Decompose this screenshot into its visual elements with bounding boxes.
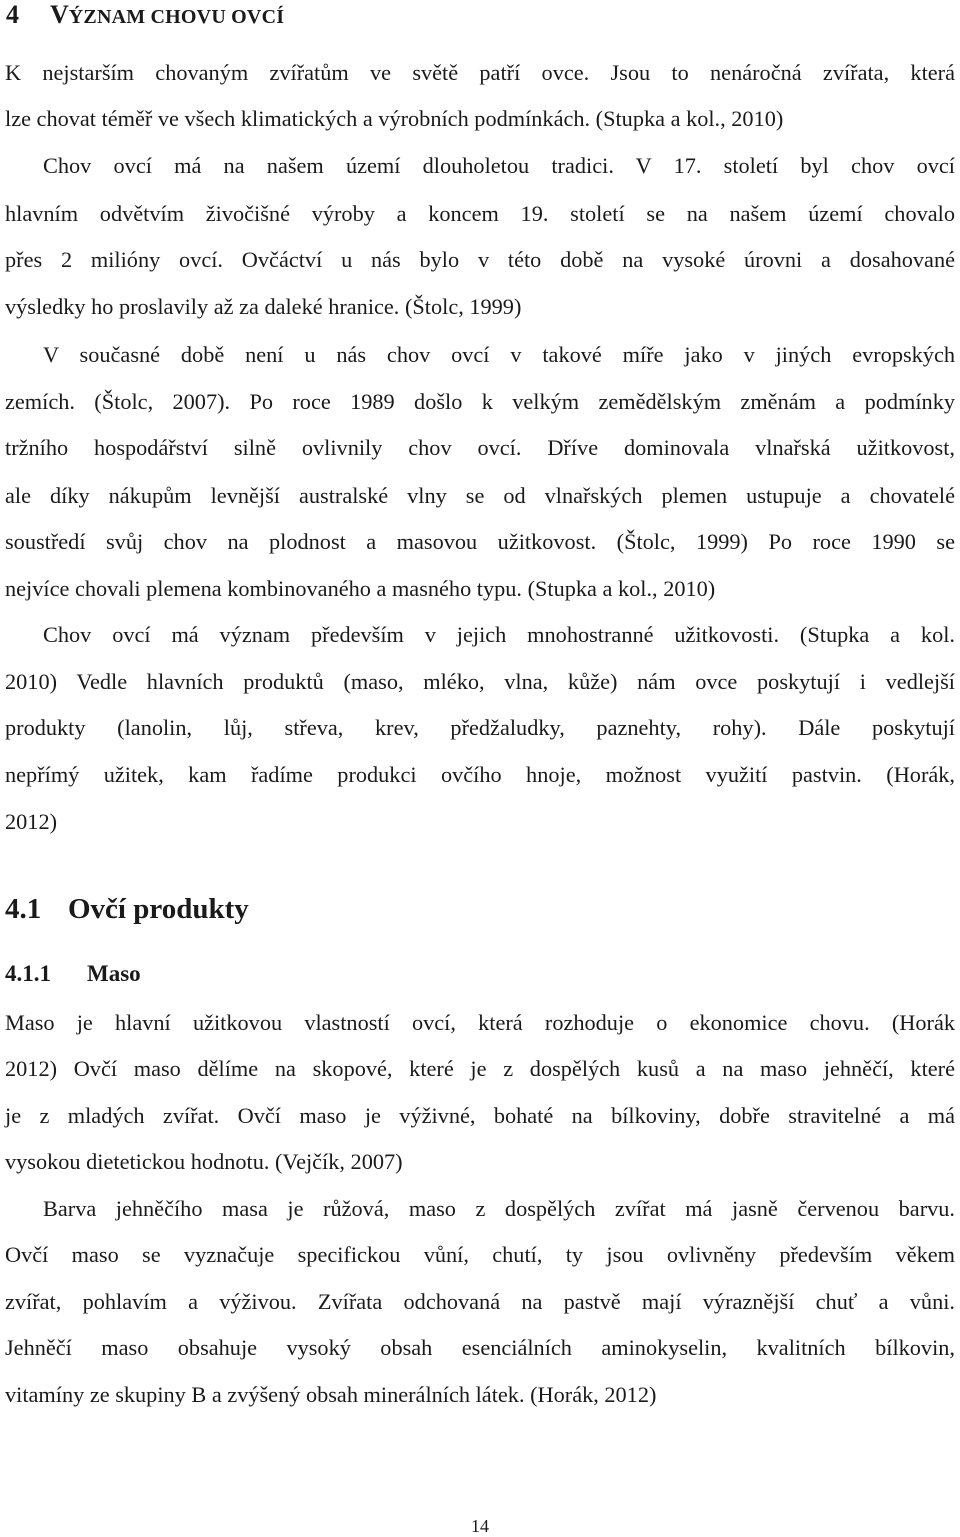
text-line: 2012) <box>5 809 58 834</box>
text-line: Barva jehněčího masa je růžová, maso z dospělých zvířat má jasně červenou barvu. <box>43 1196 955 1221</box>
subsection-heading <box>5 958 141 990</box>
text-line: tržního hospodářství silně ovlivnily chov ovcí. Dříve dominovala vlnařská užitkovost, <box>5 435 955 460</box>
text-line: soustředí svůj chov na plodnost a masovou užitkovost. (Štolc, 1999) Po roce 1990 se <box>5 529 955 554</box>
text-line: 2010) Vedle hlavních produktů (maso, mléko, vlna, kůže) nám ovce poskytují i vedlejší <box>5 669 955 694</box>
text-line: Chov ovcí má význam především v jejich mnohostranné užitkovosti. (Stupka a kol. <box>43 622 955 647</box>
text-line: zemích. (Štolc, 2007). Po roce 1989 došlo k velkým zemědělským změnám a podmínky <box>5 389 955 414</box>
text-line: Ovčí maso se vyznačuje specifickou vůní, chutí, ty jsou ovlivněny především věkem <box>5 1242 955 1267</box>
chapter-number: 4 <box>6 0 19 29</box>
text-line: V současné době není u nás chov ovcí v takové míře jako v jiných evropských <box>43 342 955 367</box>
text-line: nepřímý užitek, kam řadíme produkci ovčího hnoje, možnost využití pastvin. (Horák, <box>5 762 955 787</box>
text-line: 2012) Ovčí maso dělíme na skopové, které je z dospělých kusů a na maso jehněčí, které <box>5 1056 955 1081</box>
chapter-title-rest: ÝZNAM CHOVU OVCÍ <box>68 6 285 28</box>
chapter-heading <box>6 0 284 34</box>
text-line: přes 2 milióny ovcí. Ovčáctví u nás bylo v této době na vysoké úrovni a dosahované <box>5 247 955 272</box>
text-line: je z mladých zvířat. Ovčí maso je výživné, bohaté na bílkoviny, dobře stravitelné a má <box>5 1103 955 1128</box>
text-line: produkty (lanolin, lůj, střeva, krev, předžaludky, paznehty, rohy). Dále poskytují <box>5 715 955 740</box>
text-line: Jehněčí maso obsahuje vysoký obsah esenciálních aminokyselin, kvalitních bílkovin, <box>5 1335 955 1360</box>
text-line: ale díky nákupům levnější australské vlny se od vlnařských plemen ustupuje a chovatelé <box>5 483 955 508</box>
subsection-number: 4.1.1 <box>5 961 51 986</box>
section-number: 4.1 <box>5 893 42 925</box>
text-line: zvířat, pohlavím a výživou. Zvířata odchovaná na pastvě mají výraznější chuť a vůni. <box>5 1289 955 1314</box>
text-line: hlavním odvětvím živočišné výroby a koncem 19. století se na našem území chovalo <box>5 201 955 226</box>
page-number: 14 <box>471 1516 489 1536</box>
text-line: výsledky ho proslavily až za daleké hranice. (Štolc, 1999) <box>5 294 522 319</box>
text-line: lze chovat téměř ve všech klimatických a výrobních podmínkách. (Stupka a kol., 2010) <box>5 106 784 131</box>
text-line: nejvíce chovali plemena kombinovaného a masného typu. (Stupka a kol., 2010) <box>5 576 716 601</box>
text-line: K nejstarším chovaným zvířatům ve světě patří ovce. Jsou to nenáročná zvířata, která <box>5 60 955 85</box>
section-heading <box>5 890 249 928</box>
chapter-title-initial: V <box>50 0 69 29</box>
section-title: Ovčí produkty <box>68 893 249 925</box>
text-line: Chov ovcí má na našem území dlouholetou tradici. V 17. století byl chov ovcí <box>43 153 955 178</box>
subsection-title: Maso <box>87 961 141 986</box>
text-line: vysokou dietetickou hodnotu. (Vejčík, 2007) <box>5 1149 403 1174</box>
text-line: Maso je hlavní užitkovou vlastností ovcí, která rozhoduje o ekonomice chovu. (Horák <box>5 1010 955 1035</box>
text-line: vitamíny ze skupiny B a zvýšený obsah minerálních látek. (Horák, 2012) <box>5 1382 657 1407</box>
